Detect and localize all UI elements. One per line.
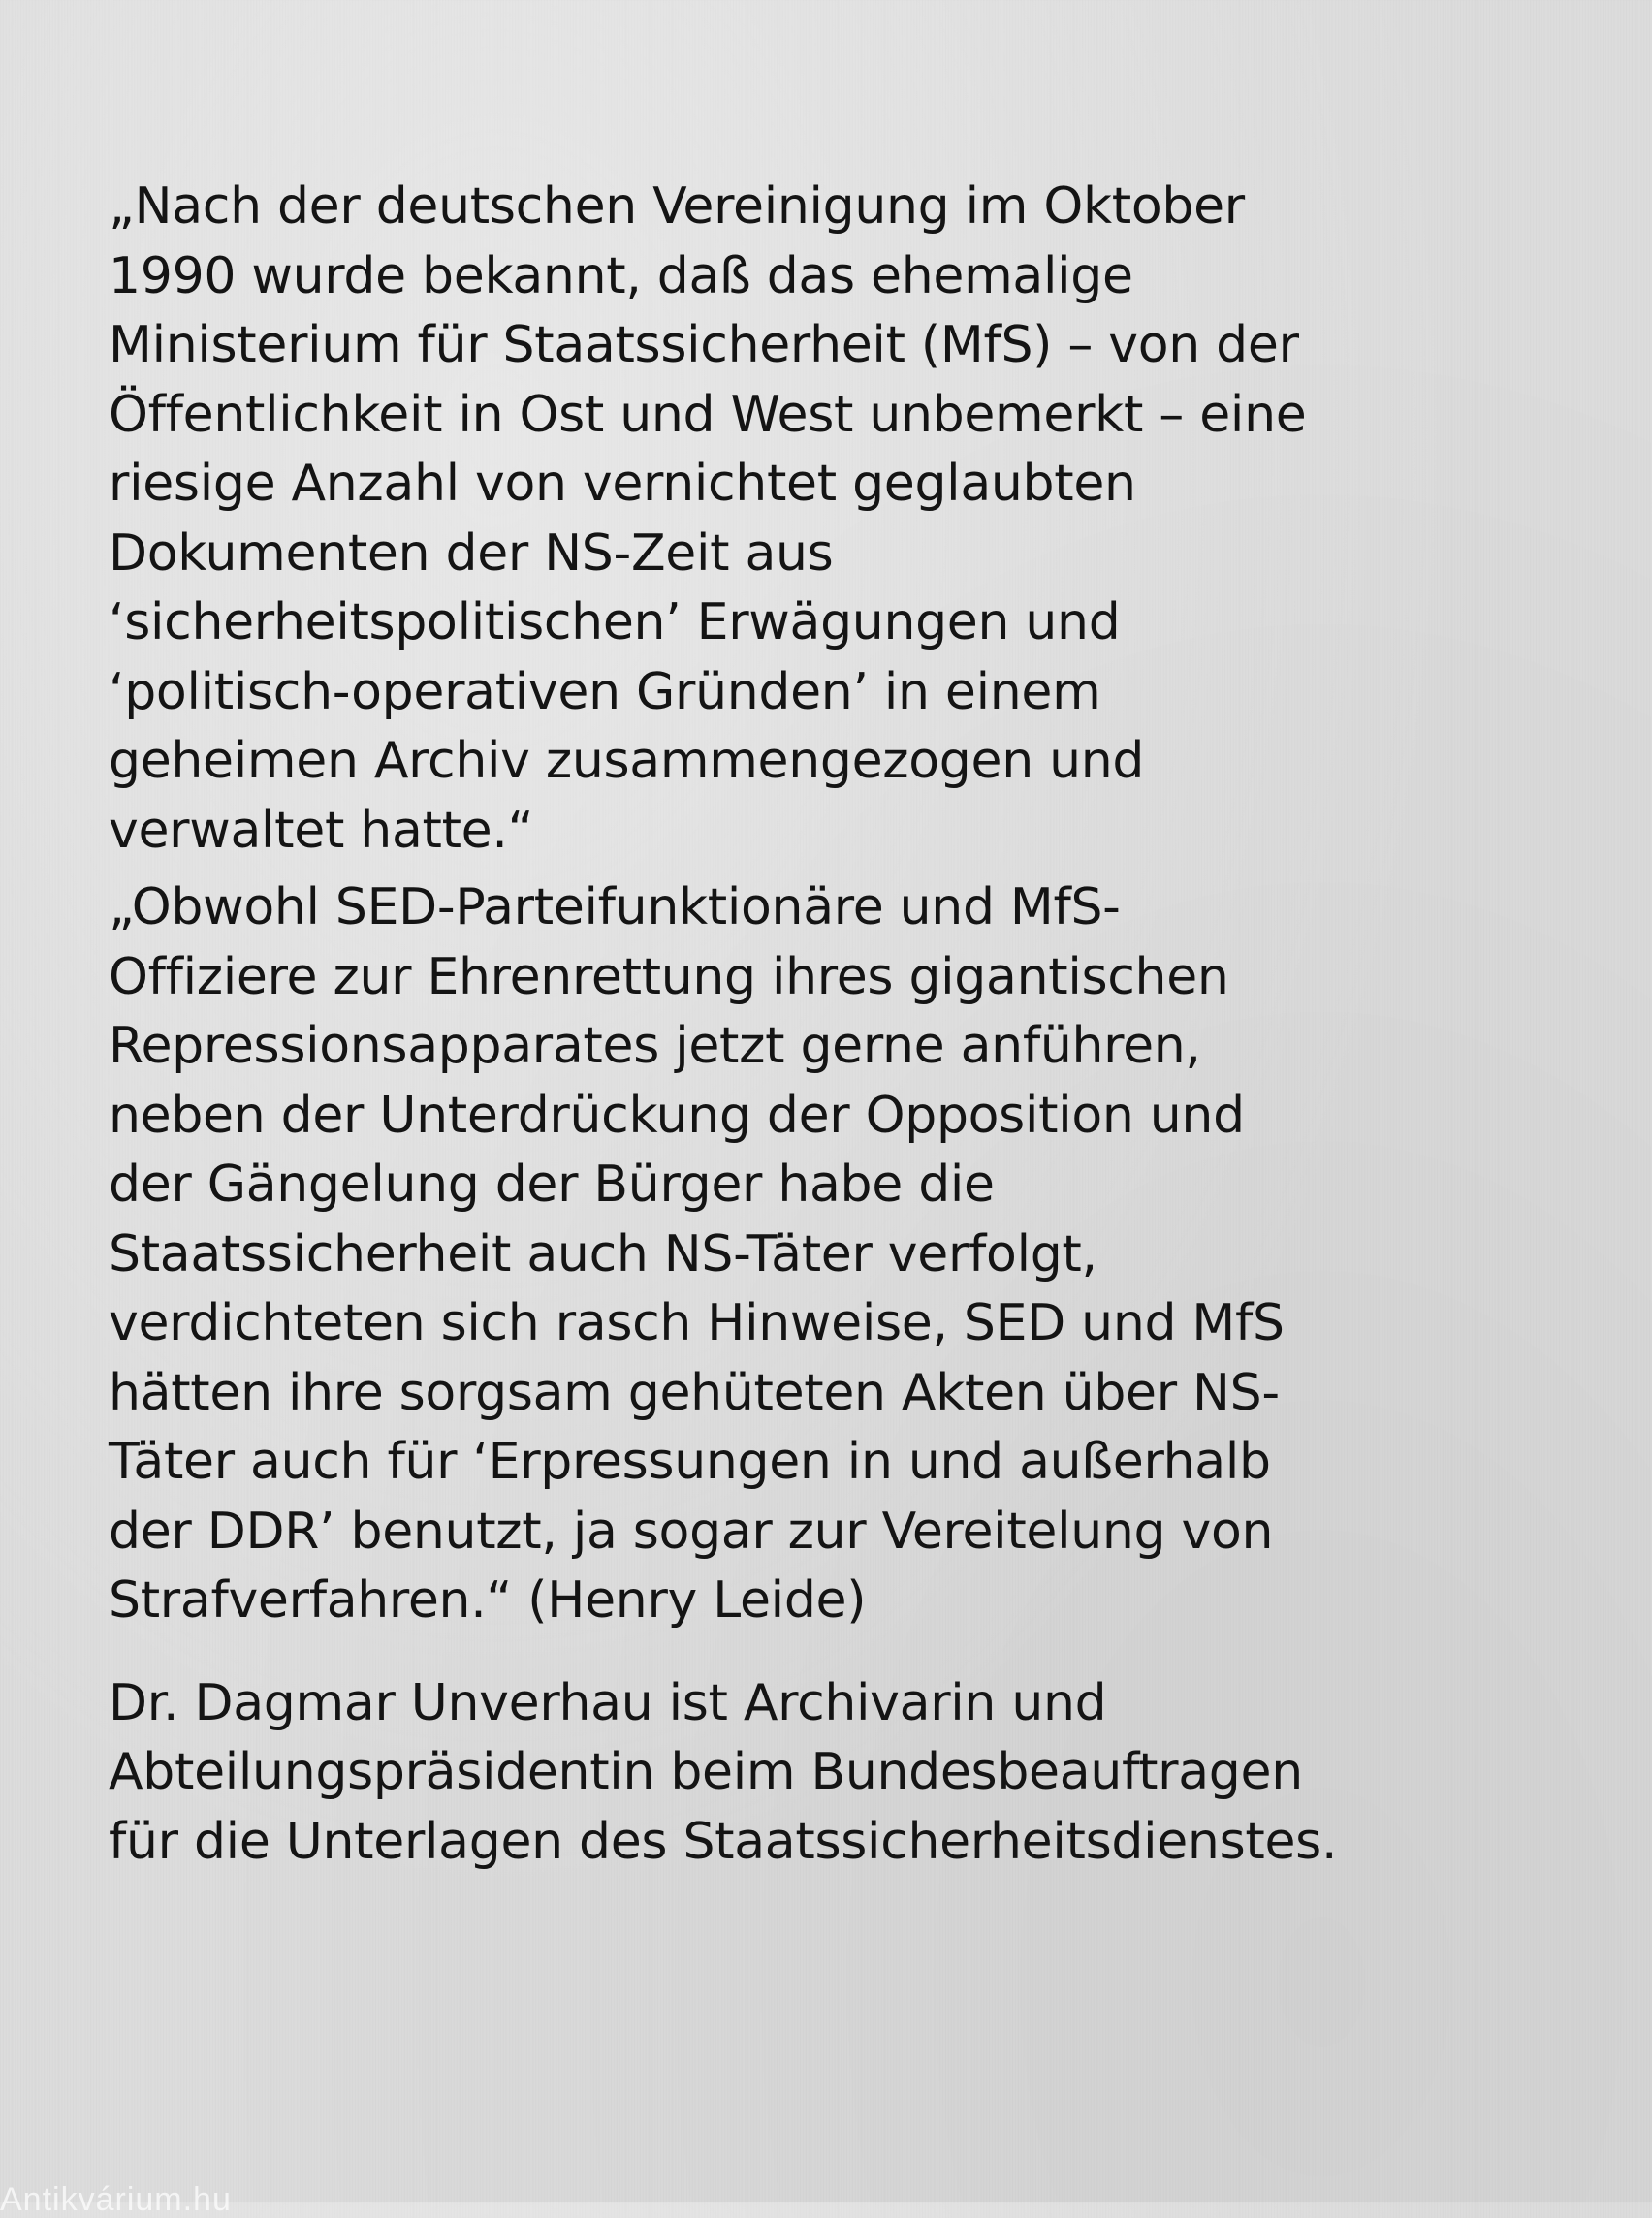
- quote-paragraph-1: „Nach der deutschen Vereinigung im Oktober 1990 wurde bekannt, daß das ehemalige Ministerium für Staatssicherheit (MfS) – von der Öffentlichkeit in Ost und West unbemerkt – eine riesige Anzahl von vernichtet geglaubten Dokumenten der NS-Zeit aus ‘sicherheitspolitischen’ Erwägungen und ‘politisch-operativen Gründen’ in einem geheimen Archiv zusammengezogen und verwaltet hatte.“: [109, 177, 1307, 860]
- cover-text-block: [109, 173, 1505, 1877]
- author-bio-paragraph: Dr. Dagmar Unverhau ist Archivarin und Abteilungspräsidentin beim Bundesbeauftragen für die Unterlagen des Staatssicherheitsdienstes.: [109, 1673, 1338, 1871]
- watermark-text: Antikvárium.hu: [0, 2181, 232, 2218]
- quote-paragraph-2: „Obwohl SED-Parteifunktionäre und MfS- Offiziere zur Ehrenrettung ihres gigantischen Repressionsapparates jetzt gerne anführen, neben der Unterdrückung der Opposition und der Gängelung der Bürger habe die Staatssicherheit auch NS-Täter verfolgt, verdichteten sich rasch Hinweise, SED und MfS hätten ihre sorgsam gehüteten Akten über NS- Täter auch für ‘Erpressungen in und außerhalb der DDR’ benutzt, ja sogar zur Vereitelung von Strafverfahren.“ (Henry Leide): [109, 878, 1285, 1630]
